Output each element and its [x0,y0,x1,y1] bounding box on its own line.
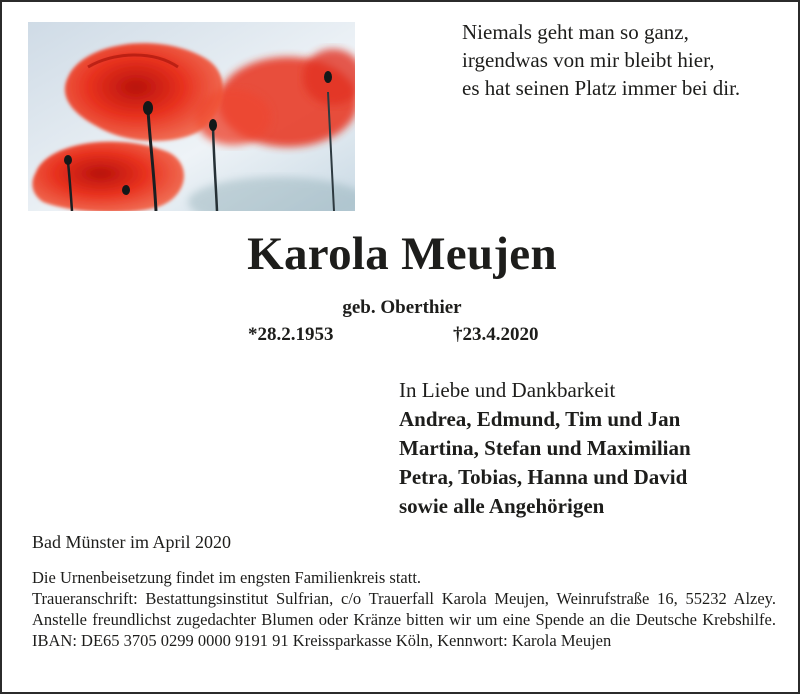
maiden-name: geb. Oberthier [342,297,462,318]
mourners-line: sowie alle Angehörigen [399,494,605,518]
poppy-photo [28,22,355,211]
birth-date: *28.2.1953 [248,324,334,345]
mourners-line: Andrea, Edmund, Tim und Jan [399,407,681,431]
mourners-block [399,376,789,521]
deceased-name: Karola Meujen [247,228,557,280]
poem-line: irgendwas von mir bleibt hier, [462,48,715,72]
mourners-line: Martina, Stefan und Maximilian [399,436,691,460]
address-and-donation: Traueranschrift: Bestattungsinstitut Sulfrian, c/o Trauerfall Karola Meujen, Weinrufstraße 16, 55232 Alzey. Anstelle freundlichst zugedachter Blumen oder Kränze bitten wir um eine Spende an die Deutsche Krebshilfe. IBAN: DE65 3705 0299 0000 9191 91 Kreissparkasse Köln, Kennwort: Karola Meujen [32,589,776,650]
poem-verse [462,18,782,102]
poem-line: Niemals geht man so ganz, [462,20,689,44]
burial-notice: Die Urnenbeisetzung findet im engsten Familienkreis statt. [32,568,422,587]
poem-line: es hat seinen Platz immer bei dir. [462,76,741,100]
details-block [32,567,776,651]
death-date: †23.4.2020 [453,324,539,345]
mourners-intro: In Liebe und Dankbarkeit [399,378,616,402]
place-and-date: Bad Münster im April 2020 [32,532,231,552]
mourners-line: Petra, Tobias, Hanna und David [399,465,688,489]
